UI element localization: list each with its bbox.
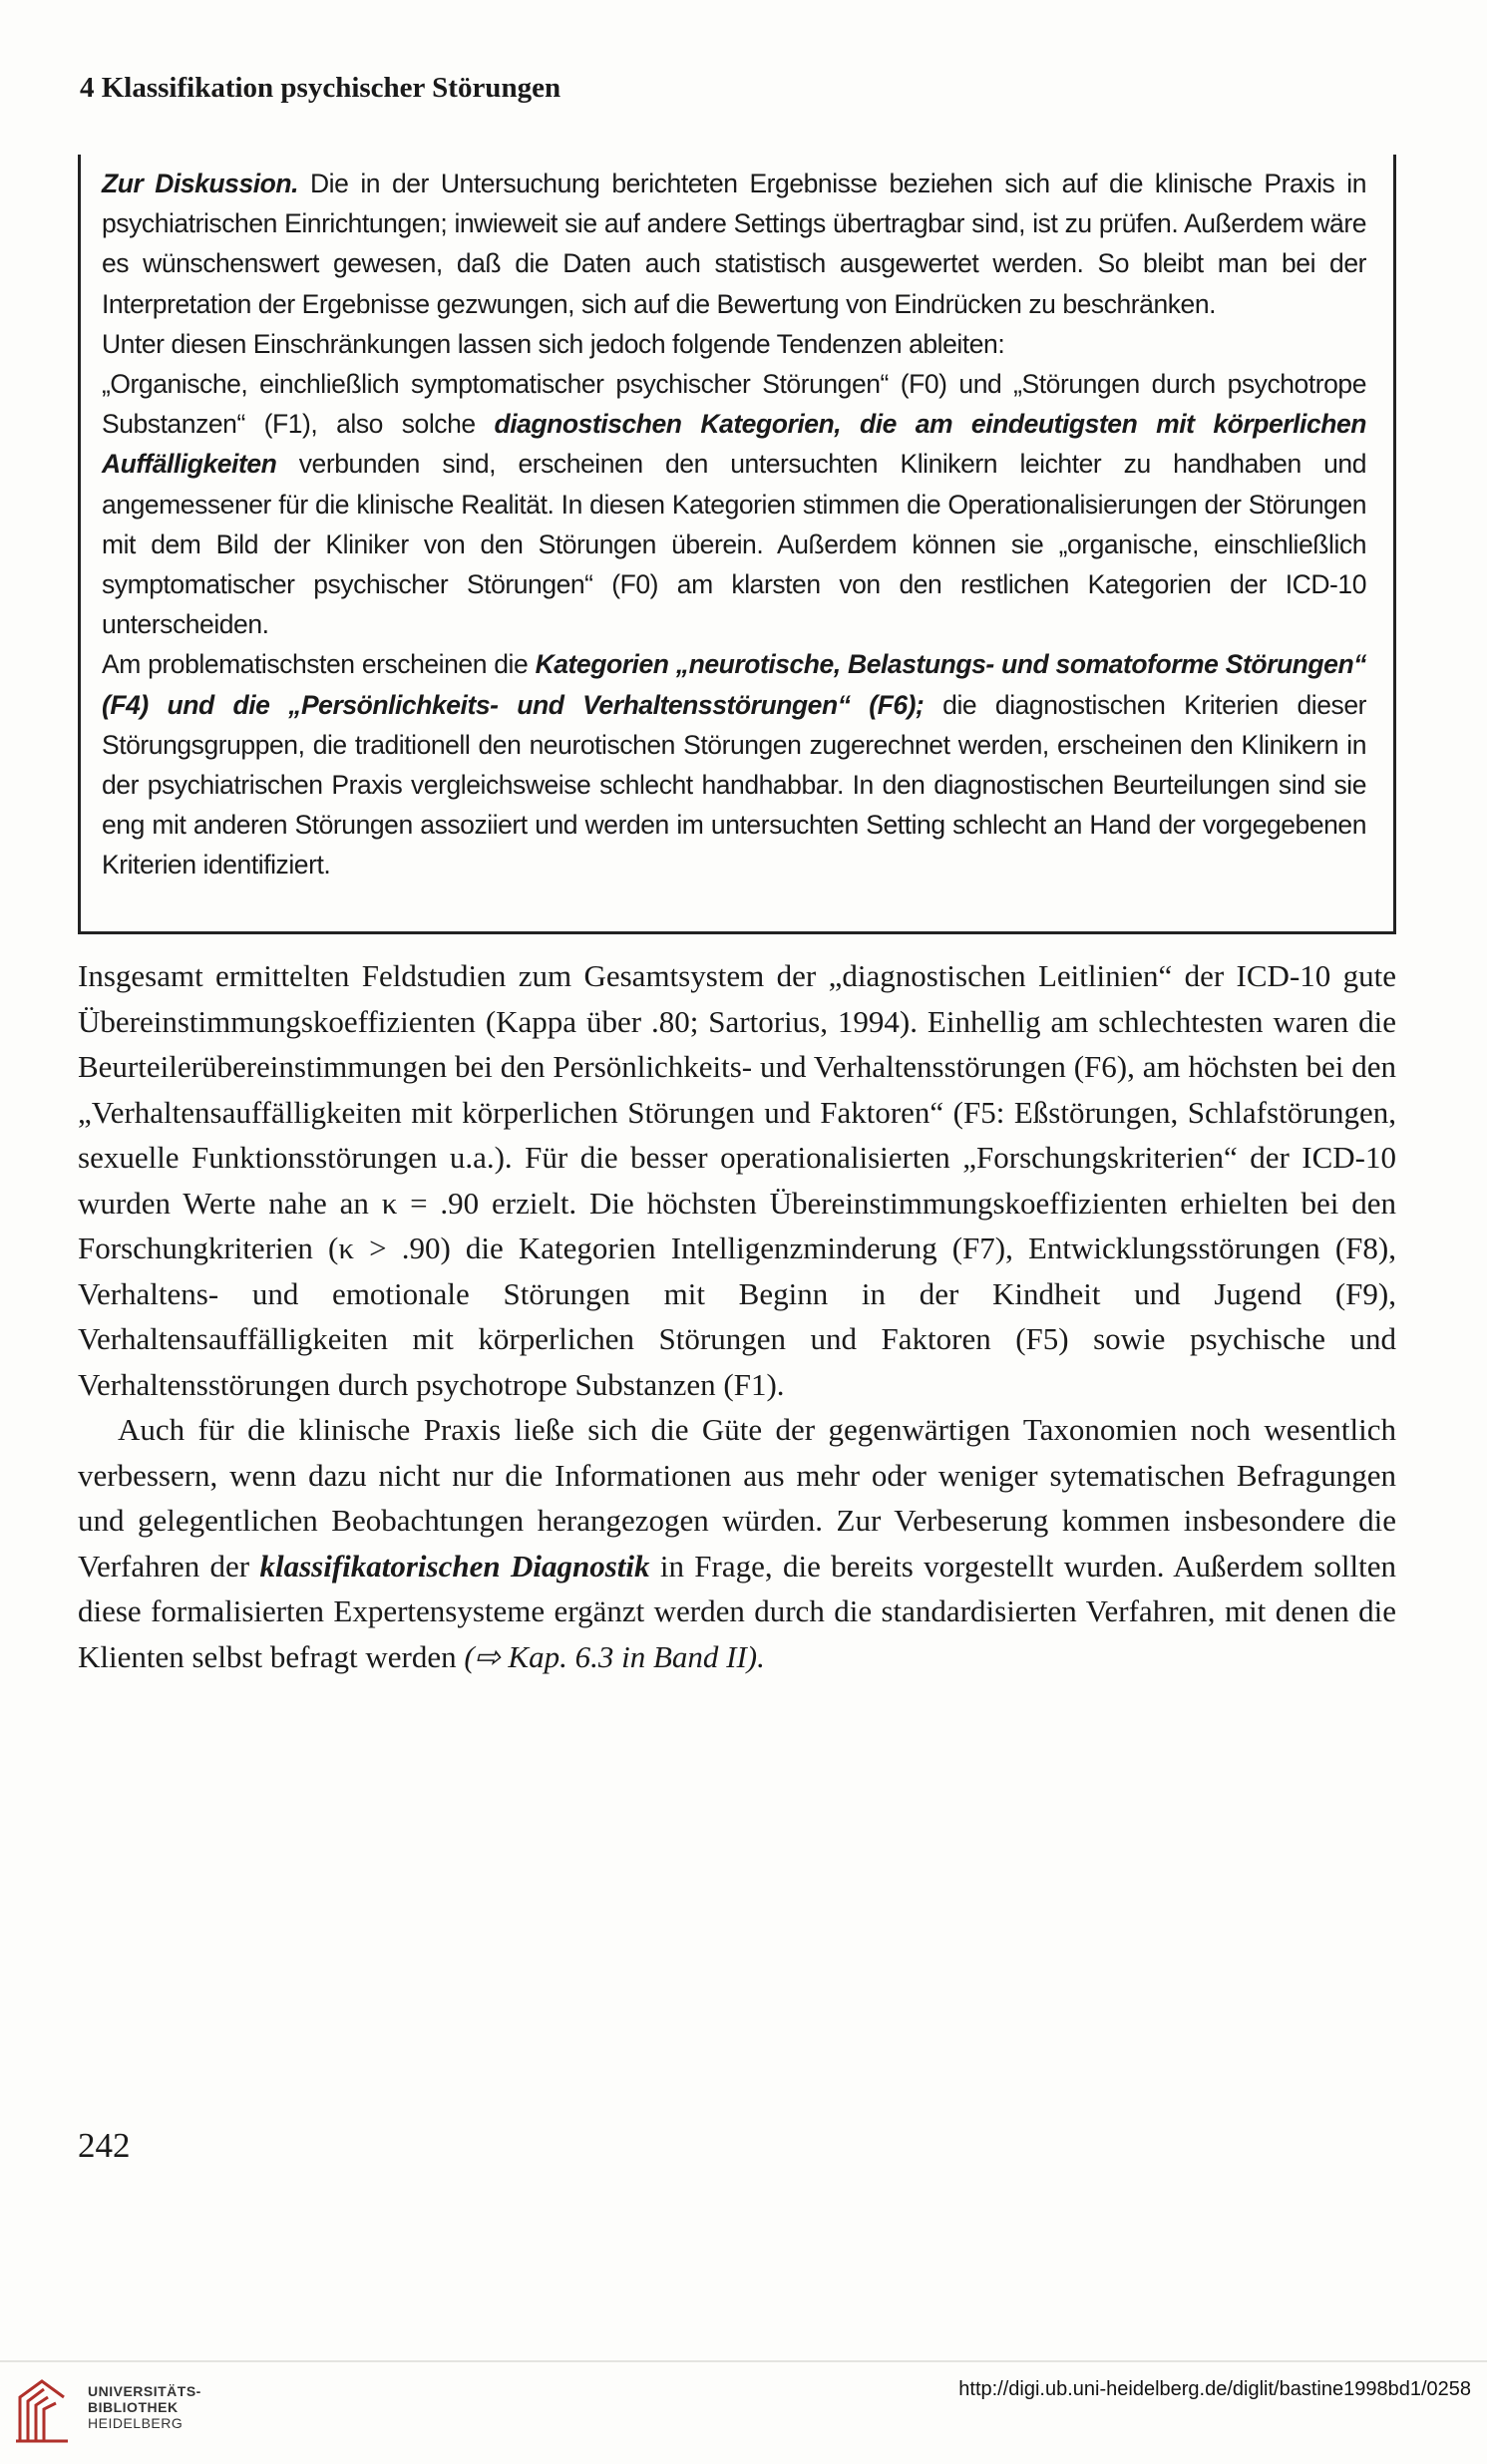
main-paragraph-2: Auch für die klinische Praxis ließe sich die Güte der gegenwärtigen Taxonomien noch wesentlich verbessern, wenn dazu nicht nur die Informationen aus mehr oder weniger sytematischen Befragungen und gelegentlichen Beobachtungen herangezogen würden. Zur Verbeserung kommen insbesondere die Verfahren der klassifikatorischen Diagnostik in Frage, die bereits vorgestellt wurden. Außerdem sollten diese formalisierten Expertensysteme ergänzt werden durch die standardisierten Verfahren, mit denen die Klienten selbst befragt werden (⇨ Kap. 6.3 in Band II). [78, 1412, 1396, 1674]
box-paragraph-3: „Organische, einchließlich symptomatischer psychischer Störungen“ (F0) und „Störungen durch psychotrope Substanzen“ (F1), also solche diagnostischen Kategorien, die am eindeutigsten mit körperlichen Auffälligkeiten verbunden sind, erscheinen den untersuchten Klinikern leichter zu handhaben und angemessener für die klinische Realität. In diesen Kategorien stimmen die Operationalisierungen der Störungen mit dem Bild der Kliniker von den Störungen überein. Außerdem können sie „organische, einschließlich symptomatischer psychischer Störungen“ (F0) am klarsten von den restlichen Kategorien der ICD-10 unterscheiden. [102, 369, 1366, 640]
page-number: 242 [78, 2126, 131, 2165]
emphasis: Kategorien „neurotische, Belastungs- und somatoforme Störungen“ (F4) und die „Persönlichkeits- und Verhaltensstörungen“ (F6); [102, 649, 1366, 720]
emphasis: diagnostischen Kategorien, die am eindeutigsten mit körperlichen Auffälligkeiten [102, 409, 1366, 480]
box-paragraph-2: Unter diesen Einschränkungen lassen sich jedoch folgende Tendenzen ableiten: [102, 328, 1005, 359]
emphasis: klassifikatorischen Diagnostik [259, 1548, 650, 1584]
discussion-box-text [102, 164, 1366, 885]
main-text [78, 953, 1396, 1679]
main-paragraph-1: Insgesamt ermittelten Feldstudien zum Gesamtsystem der „diagnostischen Leitlinien“ der ICD-10 gute Übereinstimmungskoeffizienten (Kappa über .80; Sartorius, 1994). Einhellig am schlechtesten waren die Beurteilerübereinstimmungen bei den Persönlichkeits- und Verhaltensstörungen (F6), am höchsten bei den „Verhaltensauffälligkeiten mit körperlichen Störungen und Faktoren“ (F5: Eßstörungen, Schlafstörungen, sexuelle Funktionsstörungen u.a.). Für die besser operationalisierten „Forschungskriterien“ der ICD-10 wurden Werte nahe an κ = .90 erzielt. Die höchsten Übereinstimmungskoeffizienten erhielten bei den Forschungkriterien (κ > .90) die Kategorien Intelligenzminderung (F7), Entwicklungsstörungen (F8), Verhaltens- und emotionale Störungen mit Beginn in der Kindheit und Jugend (F9), Verhaltensauffälligkeiten mit körperlichen Störungen und Faktoren (F5) sowie psychische und Verhaltensstörungen durch psychotrope Substanzen (F1). [78, 958, 1396, 1402]
box-paragraph-4: Am problematischsten erscheinen die Kategorien „neurotische, Belastungs- und somatoforme Störungen“ (F4) und die „Persönlichkeits- und Verhaltensstörungen“ (F6); die diagnostischen Kriterien dieser Störungsgruppen, die traditionell den neurotischen Störungen zugerechnet werden, erscheinen den Klinikern in der psychiatrischen Praxis vergleichsweise schlecht handhabbar. In den diagnostischen Beurteilungen sind sie eng mit anderen Störungen assoziiert und werden im untersuchten Setting schlecht an Hand der vorgegebenen Kriterien identifiziert. [102, 649, 1366, 880]
cross-reference: (⇨ Kap. 6.3 in Band II). [464, 1638, 765, 1674]
running-header: 4 Klassifikation psychischer Störungen [80, 72, 561, 104]
box-paragraph-1: Zur Diskussion. Die in der Untersuchung berichteten Ergebnisse beziehen sich auf die klinische Praxis in psychiatrischen Einrichtungen; inwieweit sie auf andere Settings übertragbar sind, ist zu prüfen. Außerdem wäre es wünschenswert gewesen, daß die Daten auch statistisch ausgewertet werden. So bleibt man bei der Interpretation der Ergebnisse gezwungen, sich auf die Bewertung von Eindrücken zu beschränken. [102, 169, 1367, 319]
source-url-link[interactable]: http://digi.ub.uni-heidelberg.de/diglit/bastine1998bd1/0258 [958, 2378, 1471, 2400]
footer-divider [0, 2360, 1487, 2362]
institution-name: UNIVERSITÄTS- BIBLIOTHEK HEIDELBERG [88, 2383, 201, 2431]
library-logo-icon [14, 2375, 70, 2445]
box-lead: Zur Diskussion. [102, 169, 299, 198]
